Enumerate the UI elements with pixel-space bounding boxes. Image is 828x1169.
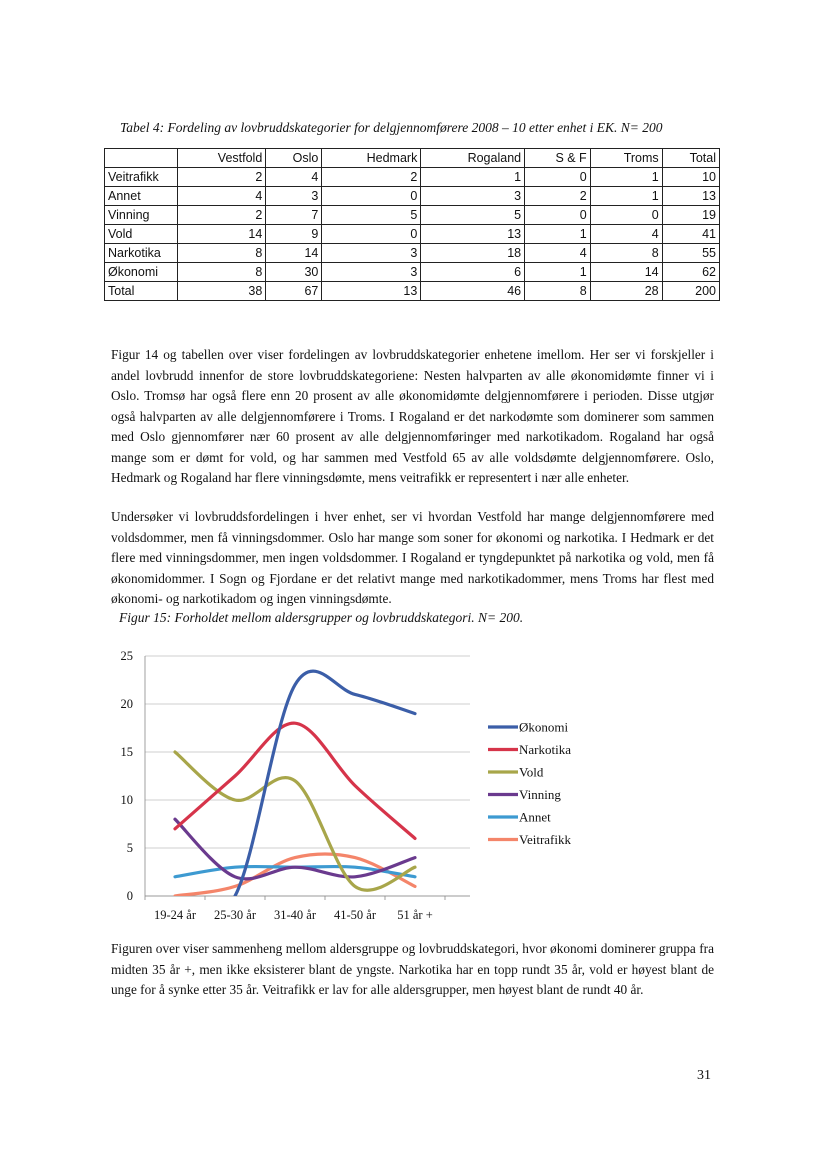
table-cell: 8 [178,244,266,263]
table-cell: 62 [662,263,719,282]
table-cell: 0 [525,206,591,225]
table-cell: 38 [178,282,266,301]
table-cell: 1 [590,168,662,187]
row-label: Vold [105,225,178,244]
line-chart [100,640,620,930]
table-cell: 10 [662,168,719,187]
table-cell: 5 [322,206,421,225]
table-cell: 0 [590,206,662,225]
y-tick-label: 10 [120,793,133,807]
table-cell: 55 [662,244,719,263]
table-cell: 7 [266,206,322,225]
table-cell: 4 [525,244,591,263]
table-cell: 13 [421,225,525,244]
series-line [175,671,415,915]
legend-label: Narkotika [519,742,571,757]
paragraph-1: Figur 14 og tabellen over viser fordelingen av lovbruddskategorier enhetene imellom. Her ser vi forskjeller i andel lovbrudd innenfor de store lovbruddskategoriene: Nesten halvparten av alle økonomidømte finner vi i Oslo. Tromsø har også flere enn 20 prosent av alle økonomidømte delgjennomførere i perioden. Disse utgjør også halvparten av alle delgjennomførere i Troms. I Rogaland er det narkodømte som dominerer som sammen med Oslo gjennomfører nær 60 prosent av alle delgjennomføringer med narkotikadom. Rogaland har også mange som er dømt for vold, og har sammen med Vestfold 65 av alle voldsdømte delgjennomførere. Oslo, Hedmark og Rogaland har flere vinningsdømte, mens veitrafikk er representert i nær alle enheter. [111,347,714,485]
row-label: Narkotika [105,244,178,263]
x-tick-label: 51 år + [397,908,433,922]
table-row [105,225,720,244]
paragraph-3: Figuren over viser sammenheng mellom aldersgruppe og lovbruddskategori, hvor økonomi dominerer gruppa fra midten 35 år +, men ikke eksisterer blant de yngste. Narkotika har en topp rundt 35 år, vold er høyest blant de unge for å synke etter 35 år. Veitrafikk er lav for alle aldersgrupper, men høyest blant de rundt 40 år. [111,941,714,997]
table-caption: Tabel 4: Fordeling av lovbruddskategorier for delgjennomførere 2008 – 10 etter enhet i EK. N= 200 [120,120,663,135]
table-cell: 13 [662,187,719,206]
x-tick-label: 19-24 år [154,908,196,922]
table-cell: 30 [266,263,322,282]
table-cell: 8 [525,282,591,301]
table-cell: 4 [178,187,266,206]
table-row [105,282,720,301]
table-cell: 0 [525,168,591,187]
row-label: Annet [105,187,178,206]
table-cell: 41 [662,225,719,244]
table-cell: 8 [178,263,266,282]
table-cell: 1 [525,263,591,282]
table-cell: 19 [662,206,719,225]
row-label: Vinning [105,206,178,225]
figure-caption: Figur 15: Forholdet mellom aldersgrupper og lovbruddskategori. N= 200. [119,610,524,625]
table-row [105,244,720,263]
table-header-row [105,149,720,168]
table-cell: 67 [266,282,322,301]
paragraph-2: Undersøker vi lovbruddsfordelingen i hver enhet, ser vi hvordan Vestfold har mange delgjennomførere med voldsdommer, men få vinningsdommer. Oslo har mange som soner for økonomi og narkotika. I Hedmark er det flere med vinningsdommer, men ingen voldsdommer. I Rogaland er tyngdepunktet på narkotika og vold, men få økonomidommer. I Sogn og Fjordane er det relativt mange med narkotikadommer, mens Troms har flest med økonomi- og narkotikadom og ingen vinningsdømte. [111,509,714,606]
y-tick-label: 5 [126,841,133,855]
row-label: Økonomi [105,263,178,282]
y-tick-label: 25 [120,649,133,663]
table-row [105,168,720,187]
table-header-cell: Troms [590,149,662,168]
table-cell: 1 [525,225,591,244]
table-header-cell: Vestfold [178,149,266,168]
table-cell: 3 [322,244,421,263]
table-cell: 5 [421,206,525,225]
table-cell: 14 [178,225,266,244]
x-tick-label: 31-40 år [274,908,316,922]
x-tick-label: 41-50 år [334,908,376,922]
table-cell: 13 [322,282,421,301]
table-cell: 3 [266,187,322,206]
table-cell: 46 [421,282,525,301]
page-number: 31 [697,1068,711,1083]
table-header-cell: S & F [525,149,591,168]
table-cell: 2 [322,168,421,187]
table-cell: 200 [662,282,719,301]
legend-label: Annet [519,809,551,825]
table-cell: 4 [266,168,322,187]
row-label: Total [105,282,178,301]
table-cell: 3 [322,263,421,282]
row-label: Veitrafikk [105,168,178,187]
table-header-cell [105,149,178,168]
table-cell: 1 [590,187,662,206]
legend-label: Vinning [519,787,561,802]
table-cell: 28 [590,282,662,301]
table-cell: 2 [178,168,266,187]
table-cell: 6 [421,263,525,282]
table-cell: 3 [421,187,525,206]
legend-label: Veitrafikk [519,832,571,847]
table-row [105,206,720,225]
table-header-cell: Total [662,149,719,168]
table-cell: 1 [421,168,525,187]
table-cell: 0 [322,187,421,206]
table-cell: 0 [322,225,421,244]
legend-label: Økonomi [519,719,569,735]
x-tick-label: 25-30 år [214,908,256,922]
table-cell: 9 [266,225,322,244]
table-cell: 8 [590,244,662,263]
table-cell: 14 [590,263,662,282]
table-cell: 2 [178,206,266,225]
table-cell: 4 [590,225,662,244]
data-table [104,148,720,301]
table-header-cell: Oslo [266,149,322,168]
y-tick-label: 15 [120,745,133,759]
y-tick-label: 20 [120,697,133,711]
table-header-cell: Hedmark [322,149,421,168]
table-row [105,187,720,206]
table-cell: 2 [525,187,591,206]
y-tick-label: 0 [126,889,133,903]
legend-label: Vold [519,764,544,780]
table-row [105,263,720,282]
table-header-cell: Rogaland [421,149,525,168]
table-cell: 18 [421,244,525,263]
table-cell: 14 [266,244,322,263]
